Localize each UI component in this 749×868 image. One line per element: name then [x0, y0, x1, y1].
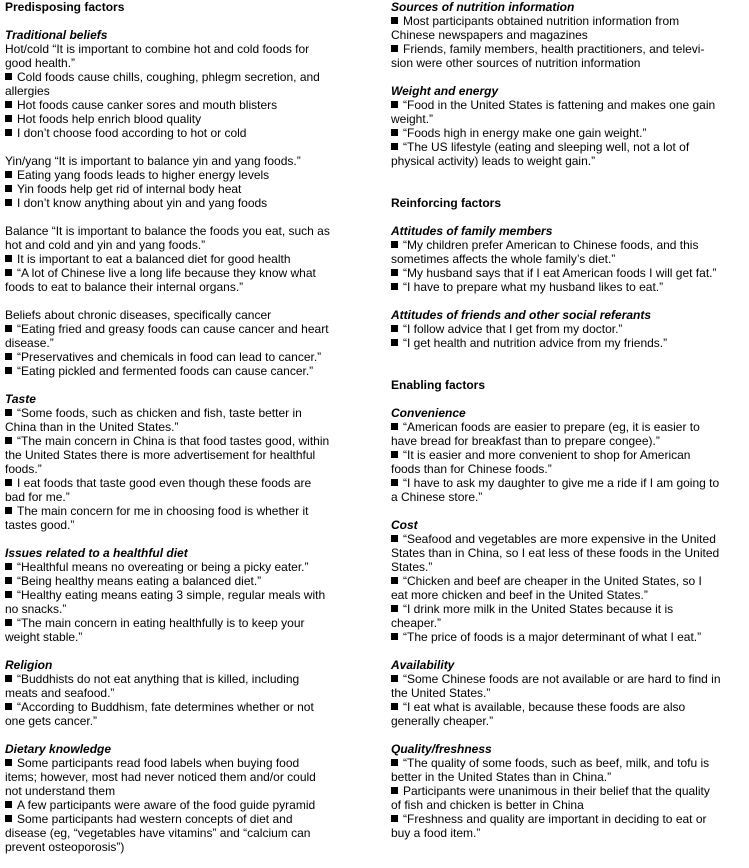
bullet-text: I eat foods that taste good even though these foods are — [17, 476, 312, 490]
bullet-text: “I have to ask my daughter to give me a ride if I am going to — [403, 476, 720, 490]
bullet-text: The main concern for me in choosing food is whether it — [17, 504, 309, 518]
text-line: generally cheaper.” — [391, 714, 494, 728]
text-line: disease.” — [5, 336, 54, 350]
bullet-item — [5, 672, 357, 686]
bullet-item — [391, 756, 744, 770]
subsection-heading-sources-of-nutrition-information: Sources of nutrition information — [391, 0, 575, 14]
bullet-text: “Preservatives and chemicals in food can lead to cancer.” — [17, 350, 322, 364]
bullet-item — [391, 14, 744, 28]
spacer — [391, 182, 744, 196]
bullet-text: “Freshness and quality are important in deciding to eat or — [403, 812, 707, 826]
spacer — [391, 294, 744, 308]
section-heading-predisposing-factors: Predisposing factors — [5, 0, 125, 14]
bullet-item — [391, 42, 744, 56]
bullet-text: “I have to prepare what my husband likes to eat.” — [403, 280, 664, 294]
bullet-square-icon — [391, 101, 398, 108]
bullet-square-icon — [391, 45, 398, 52]
bullet-text: “Foods high in energy make one gain weight.” — [403, 126, 647, 140]
bullet-text: “Chicken and beef are cheaper in the United States, so I — [403, 574, 702, 588]
bullet-square-icon — [391, 325, 398, 332]
bullet-text: “Some foods, such as chicken and fish, taste better in — [17, 406, 302, 420]
subsection-heading-dietary-knowledge: Dietary knowledge — [5, 742, 112, 756]
text-line: cheaper.” — [391, 616, 442, 630]
bullet-square-icon — [5, 171, 12, 178]
bullet-item — [5, 126, 357, 140]
bullet-item — [391, 98, 744, 112]
bullet-square-icon — [391, 703, 398, 710]
bullet-square-icon — [5, 619, 12, 626]
bullet-square-icon — [5, 185, 12, 192]
bullet-square-icon — [391, 129, 398, 136]
bullet-text: “Some Chinese foods are not available or are hard to find in — [403, 672, 721, 686]
bullet-square-icon — [5, 507, 12, 514]
text-line: hot and cold and yin and yang foods.” — [5, 238, 206, 252]
bullet-item — [5, 364, 357, 378]
bullet-square-icon — [391, 759, 398, 766]
bullet-item — [391, 322, 744, 336]
bullet-square-icon — [5, 437, 12, 444]
bullet-text: “The US lifestyle (eating and sleeping well, not a lot of — [403, 140, 690, 154]
text-line: have bread for breakfast than to prepare congee).” — [391, 434, 660, 448]
bullet-square-icon — [391, 675, 398, 682]
bullet-text: “It is easier and more convenient to shop for American — [403, 448, 691, 462]
spacer — [5, 728, 357, 742]
bullet-square-icon — [5, 255, 12, 262]
bullet-square-icon — [391, 577, 398, 584]
bullet-item — [5, 98, 357, 112]
text-line: good health.” — [5, 56, 76, 70]
bullet-item — [391, 532, 744, 546]
bullet-item — [391, 574, 744, 588]
text-line: the United States.” — [391, 686, 491, 700]
bullet-item — [5, 798, 357, 812]
bullet-item — [391, 448, 744, 462]
bullet-item — [5, 406, 357, 420]
bullet-text: Friends, family members, health practitioners, and televi- — [403, 42, 705, 56]
bullet-item — [5, 756, 357, 770]
text-line: bad for me.” — [5, 490, 70, 504]
bullet-item — [391, 280, 744, 294]
bullet-text: Cold foods cause chills, coughing, phlegm secretion, and — [17, 70, 320, 84]
bullet-square-icon — [5, 129, 12, 136]
bullet-text: “The quality of some foods, such as beef, milk, and tofu is — [403, 756, 710, 770]
bullet-item — [5, 70, 357, 84]
section-heading-reinforcing-factors: Reinforcing factors — [391, 196, 502, 210]
spacer — [391, 504, 744, 518]
bullet-text: “My husband says that if I eat American foods I will get fat.” — [403, 266, 717, 280]
bullet-item — [391, 602, 744, 616]
bullet-square-icon — [5, 759, 12, 766]
text-line: prevent osteoporosis”) — [5, 840, 125, 854]
bullet-text: “I drink more milk in the United States because it is — [403, 602, 674, 616]
bullet-text: “Seafood and vegetables are more expensive in the United — [403, 532, 716, 546]
subsection-heading-attitudes-of-friends-and-other-social-referants: Attitudes of friends and other social referants — [391, 308, 652, 322]
bullet-item — [5, 476, 357, 490]
subsection-heading-religion: Religion — [5, 658, 53, 672]
bullet-square-icon — [5, 675, 12, 682]
text-line: China than in the United States.” — [5, 420, 179, 434]
text-line: the United States there is more advertisement for healthful — [5, 448, 316, 462]
bullet-item — [5, 574, 357, 588]
bullet-square-icon — [391, 143, 398, 150]
spacer — [5, 532, 357, 546]
spacer — [5, 644, 357, 658]
spacer — [391, 70, 744, 84]
bullet-text: I don’t choose food according to hot or cold — [17, 126, 247, 140]
text-line: allergies — [5, 84, 50, 98]
bullet-item — [5, 266, 357, 280]
text-line: eat more chicken and beef in the United States.” — [391, 588, 648, 602]
text-line: Balance “It is important to balance the foods you eat, such as — [5, 224, 330, 238]
bullet-item — [391, 420, 744, 434]
bullet-item — [5, 812, 357, 826]
text-line: foods to eat to balance their internal organs.” — [5, 280, 244, 294]
bullet-square-icon — [391, 535, 398, 542]
subsection-heading-cost: Cost — [391, 518, 418, 532]
bullet-text: Most participants obtained nutrition information from — [403, 14, 680, 28]
bullet-square-icon — [5, 101, 12, 108]
text-line: not understand them — [5, 784, 116, 798]
text-line: weight.” — [391, 112, 434, 126]
text-line: States.” — [391, 560, 433, 574]
bullet-square-icon — [5, 269, 12, 276]
bullet-text: Some participants read food labels when buying food — [17, 756, 300, 770]
bullet-item — [5, 168, 357, 182]
bullet-item — [5, 616, 357, 630]
bullet-square-icon — [391, 787, 398, 794]
bullet-item — [391, 266, 744, 280]
bullet-item — [391, 630, 744, 644]
section-heading-enabling-factors: Enabling factors — [391, 378, 486, 392]
bullet-item — [5, 196, 357, 210]
bullet-square-icon — [5, 325, 12, 332]
text-line: better in the United States than in China.” — [391, 770, 612, 784]
bullet-text: “American foods are easier to prepare (eg, it is easier to — [403, 420, 700, 434]
spacer — [391, 364, 744, 378]
bullet-item — [391, 812, 744, 826]
bullet-item — [391, 336, 744, 350]
bullet-text: A few participants were aware of the food guide pyramid — [17, 798, 316, 812]
subsection-heading-convenience: Convenience — [391, 406, 466, 420]
bullet-item — [5, 350, 357, 364]
bullet-text: “My children prefer American to Chinese foods, and this — [403, 238, 699, 252]
bullet-item — [5, 588, 357, 602]
bullet-item — [5, 504, 357, 518]
spacer — [5, 14, 357, 28]
text-line: items; however, most had never noticed them and/or could — [5, 770, 316, 784]
bullet-item — [391, 238, 744, 252]
bullet-text: I don’t know anything about yin and yang foods — [17, 196, 268, 210]
bullet-item — [391, 672, 744, 686]
bullet-text: Yin foods help get rid of internal body heat — [17, 182, 242, 196]
text-line: disease (eg, “vegetables have vitamins” and “calcium can — [5, 826, 311, 840]
bullet-text: “A lot of Chinese live a long life because they know what — [17, 266, 316, 280]
bullet-text: “I follow advice that I get from my doctor.” — [403, 322, 623, 336]
bullet-text: “Food in the United States is fattening and makes one gain — [403, 98, 716, 112]
bullet-square-icon — [391, 283, 398, 290]
bullet-text: Participants were unanimous in their belief that the quality — [403, 784, 710, 798]
text-line: weight stable.” — [5, 630, 83, 644]
text-line: no snacks.” — [5, 602, 67, 616]
bullet-square-icon — [391, 423, 398, 430]
spacer — [391, 168, 744, 182]
subsection-heading-availability: Availability — [391, 658, 455, 672]
spacer — [391, 644, 744, 658]
subsection-heading-attitudes-of-family-members: Attitudes of family members — [391, 224, 553, 238]
bullet-text: “Buddhists do not eat anything that is killed, including — [17, 672, 300, 686]
bullet-item — [5, 322, 357, 336]
bullet-item — [5, 560, 357, 574]
bullet-text: “I eat what is available, because these foods are also — [403, 700, 686, 714]
bullet-text: “Eating fried and greasy foods can cause cancer and heart — [17, 322, 329, 336]
bullet-square-icon — [391, 17, 398, 24]
bullet-item — [5, 112, 357, 126]
bullet-square-icon — [5, 815, 12, 822]
bullet-square-icon — [391, 815, 398, 822]
bullet-item — [5, 182, 357, 196]
bullet-square-icon — [5, 367, 12, 374]
bullet-text: “Healthful means no overeating or being a picky eater.” — [17, 560, 309, 574]
spacer — [391, 392, 744, 406]
text-line: Beliefs about chronic diseases, specifically cancer — [5, 308, 272, 322]
bullet-text: “The main concern in China is that food tastes good, within — [17, 434, 330, 448]
bullet-square-icon — [391, 451, 398, 458]
spacer — [5, 294, 357, 308]
bullet-text: “According to Buddhism, fate determines whether or not — [17, 700, 314, 714]
spacer — [5, 210, 357, 224]
text-line: physical activity) leads to weight gain.” — [391, 154, 596, 168]
text-line: sion were other sources of nutrition information — [391, 56, 641, 70]
bullet-text: It is important to eat a balanced diet for good health — [17, 252, 291, 266]
text-line: buy a food item.” — [391, 826, 481, 840]
bullet-square-icon — [5, 703, 12, 710]
bullet-square-icon — [5, 577, 12, 584]
spacer — [5, 140, 357, 154]
bullet-item — [391, 700, 744, 714]
text-line: Chinese newspapers and magazines — [391, 28, 588, 42]
bullet-square-icon — [391, 605, 398, 612]
subsection-heading-taste: Taste — [5, 392, 36, 406]
bullet-item — [391, 784, 744, 798]
text-line: tastes good.” — [5, 518, 75, 532]
bullet-item — [5, 434, 357, 448]
text-line: of fish and chicken is better in China — [391, 798, 584, 812]
bullet-square-icon — [5, 73, 12, 80]
bullet-text: Some participants had western concepts of diet and — [17, 812, 293, 826]
spacer — [5, 378, 357, 392]
bullet-text: “Being healthy means eating a balanced diet.” — [17, 574, 262, 588]
bullet-square-icon — [5, 801, 12, 808]
subsection-heading-traditional-beliefs: Traditional beliefs — [5, 28, 108, 42]
text-line: Hot/cold “It is important to combine hot and cold foods for — [5, 42, 310, 56]
bullet-square-icon — [5, 479, 12, 486]
bullet-item — [391, 126, 744, 140]
right-column — [391, 0, 744, 840]
bullet-square-icon — [391, 269, 398, 276]
subsection-heading-quality-freshness: Quality/freshness — [391, 742, 492, 756]
bullet-square-icon — [5, 199, 12, 206]
bullet-square-icon — [5, 353, 12, 360]
bullet-square-icon — [5, 409, 12, 416]
bullet-text: Hot foods help enrich blood quality — [17, 112, 202, 126]
bullet-square-icon — [5, 591, 12, 598]
subsection-heading-weight-and-energy: Weight and energy — [391, 84, 499, 98]
bullet-item — [5, 700, 357, 714]
bullet-square-icon — [391, 633, 398, 640]
spacer — [391, 210, 744, 224]
bullet-square-icon — [5, 563, 12, 570]
bullet-text: “Eating pickled and fermented foods can cause cancer.” — [17, 364, 314, 378]
bullet-text: “Healthy eating means eating 3 simple, regular meals with — [17, 588, 326, 602]
bullet-square-icon — [5, 115, 12, 122]
bullet-item — [391, 476, 744, 490]
spacer — [391, 350, 744, 364]
bullet-square-icon — [391, 479, 398, 486]
bullet-square-icon — [391, 241, 398, 248]
text-line: a Chinese store.” — [391, 490, 483, 504]
text-line: one gets cancer.” — [5, 714, 98, 728]
bullet-text: “The price of foods is a major determinant of what I eat.” — [403, 630, 702, 644]
text-line: Yin/yang “It is important to balance yin and yang foods.” — [5, 154, 301, 168]
bullet-item — [391, 140, 744, 154]
spacer — [391, 728, 744, 742]
text-line: meats and seafood.” — [5, 686, 115, 700]
subsection-heading-issues-related-to-a-healthful-diet: Issues related to a healthful diet — [5, 546, 188, 560]
bullet-text: Hot foods cause canker sores and mouth blisters — [17, 98, 278, 112]
bullet-item — [5, 252, 357, 266]
left-column — [5, 0, 357, 854]
bullet-square-icon — [391, 339, 398, 346]
bullet-text: “The main concern in eating healthfully is to keep your — [17, 616, 305, 630]
text-line: States than in China, so I eat less of these foods in the United — [391, 546, 720, 560]
text-line: sometimes affects the whole family’s diet.” — [391, 252, 616, 266]
bullet-text: Eating yang foods leads to higher energy levels — [17, 168, 270, 182]
bullet-text: “I get health and nutrition advice from my friends.” — [403, 336, 668, 350]
text-line: foods than for Chinese foods.” — [391, 462, 552, 476]
text-line: foods.” — [5, 462, 42, 476]
